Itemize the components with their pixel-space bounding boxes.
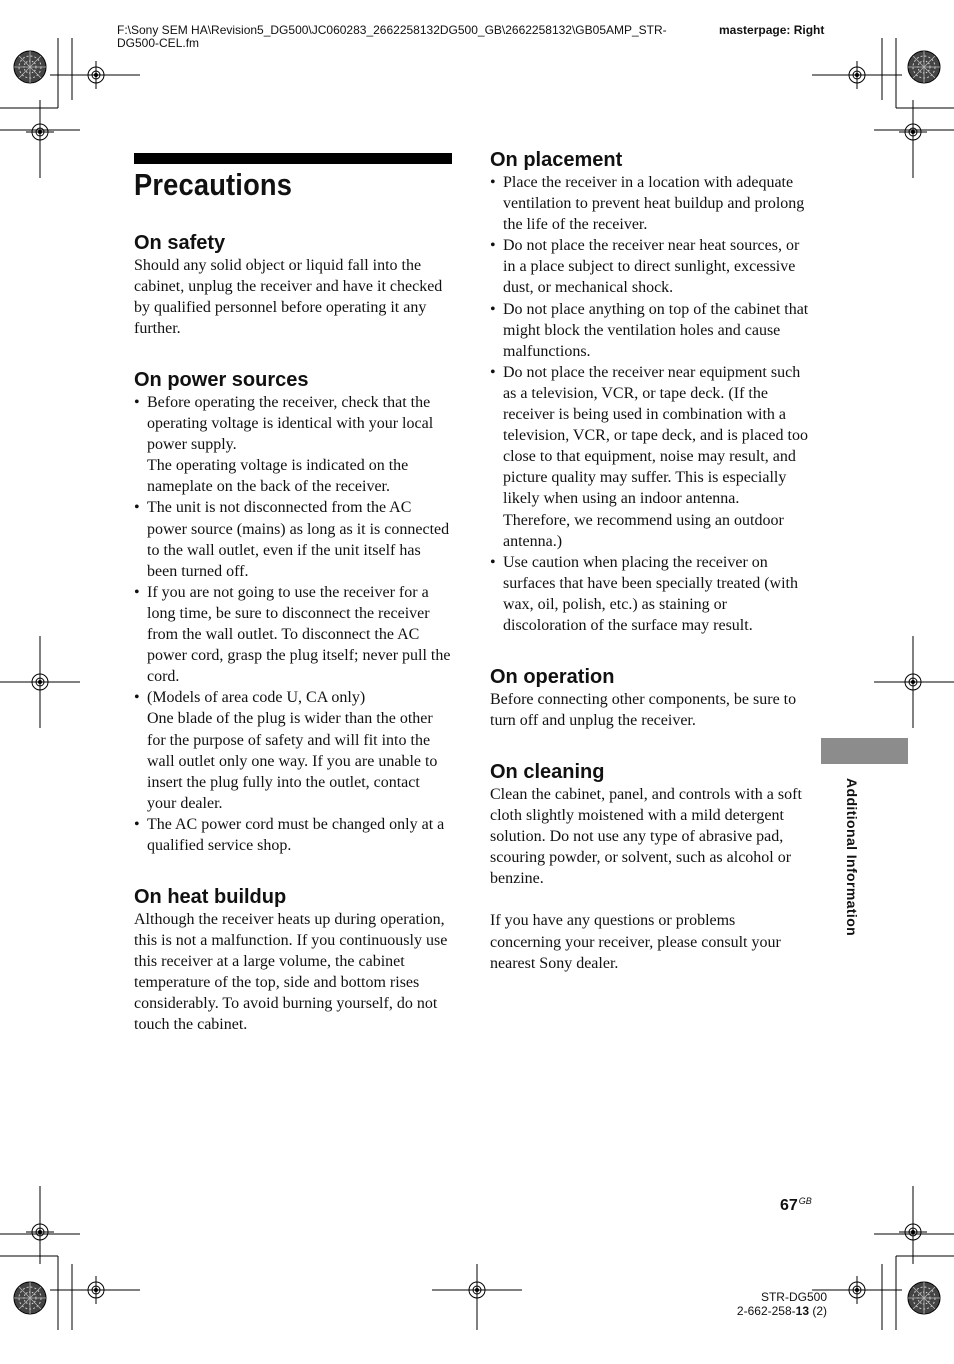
- placement-list: [490, 172, 810, 636]
- placement-b1: Place the receiver in a location with adequate ventilation to prevent heat buildup and prolong the life of the receiver.: [503, 174, 805, 234]
- heading-power: On power sources: [134, 369, 309, 391]
- power-b1-p1: • Before operating the receiver, check that the operating voltage is identical with your local power supply.: [147, 394, 434, 454]
- heading-placement: On placement: [490, 149, 623, 171]
- list-item: [490, 552, 810, 636]
- cleaning-closing: If you have any questions or problems concerning your receiver, please consult your nearest Sony dealer.: [490, 912, 781, 972]
- power-b1-p2: The operating voltage is indicated on the nameplate on the back of the receiver.: [147, 457, 409, 496]
- section-placement: [490, 148, 810, 636]
- power-b4-p1: • (Models of area code U, CA only): [147, 689, 366, 707]
- power-b2: The unit is not disconnected from the AC power source (mains) as long as it is connected to the wall outlet, even if the unit itself has been turned off.: [147, 499, 450, 580]
- part-code-prefix: 2-662-258-: [736, 1304, 796, 1318]
- placement-b4: Do not place the receiver near equipment such as a television, VCR, or tape deck. (If the receiver is being used in combination with a television, VCR, or tape deck, and is placed too close to that equipment, noise may result, and picture quality may suffer. This is especially likely when using an indoor antenna. Therefore, we recommend using an outdoor antenna.): [503, 363, 808, 550]
- section-operation: [490, 665, 810, 731]
- list-item: [490, 172, 810, 235]
- heading-safety: On safety: [134, 232, 226, 254]
- power-b3: If you are not going to use the receiver for a long time, be sure to disconnect the receiver from the wall outlet. To disconnect the AC power cord, grasp the plug itself; never pull the cord.: [147, 583, 451, 686]
- list-item: [490, 299, 810, 362]
- list-item: [134, 687, 452, 814]
- section-cleaning: [490, 760, 810, 974]
- list-item: [490, 235, 810, 298]
- title-rule: [134, 153, 452, 164]
- section-safety: [134, 231, 452, 339]
- power-b5: The AC power cord must be changed only at a qualified service shop.: [147, 815, 445, 854]
- section-power: [134, 368, 452, 856]
- placement-b2: Do not place the receiver near heat sources, or in a place subject to direct sunlight, excessive dust, or mechanical shock.: [503, 237, 800, 297]
- file-path: F:\Sony SEM HA\Revision5_DG500\JC060283_2662258132DG500_GB\2662258132\GB05AMP_STR-DG500-CEL.fm: [117, 23, 667, 50]
- list-item: [134, 392, 452, 497]
- sidebar-tab: [821, 738, 908, 764]
- page-number-value: 67: [780, 1197, 798, 1214]
- heading-heat: On heat buildup: [134, 886, 287, 908]
- list-item: [490, 362, 810, 552]
- page-number: [780, 1196, 812, 1215]
- masterpage-label: masterpage: Right: [719, 23, 825, 37]
- page-title: Precautions: [134, 167, 293, 202]
- operation-body: Before connecting other components, be sure to turn off and unplug the receiver.: [490, 691, 797, 730]
- heading-operation: On operation: [490, 666, 615, 688]
- part-code-bold: 13: [795, 1304, 809, 1318]
- heading-cleaning: On cleaning: [490, 761, 605, 783]
- placement-b5: Use caution when placing the receiver on surfaces that have been specially treated (with wax, oil, polish, etc.) as staining or discoloration of the surface may result.: [503, 553, 798, 634]
- part-code: [723, 1304, 827, 1318]
- footer-model-code: [723, 1290, 827, 1318]
- cleaning-body: Clean the cabinet, panel, and controls with a soft cloth slightly moistened with a mild detergent solution. Do not use any type of abrasive pad, scouring powder, or solvent, such as alcohol or benzine.: [490, 786, 802, 888]
- power-list: [134, 392, 452, 856]
- list-item: [134, 497, 452, 581]
- page-number-suffix: GB: [798, 1196, 812, 1206]
- sidebar-label: Additional Information: [844, 778, 860, 937]
- model-number: STR-DG500: [760, 1290, 827, 1304]
- section-heat: [134, 885, 452, 1036]
- power-b4-p2: One blade of the plug is wider than the other for the purpose of safety and will fit into the wall outlet only one way. If you are unable to insert the plug fully into the outlet, contact your dealer.: [147, 710, 438, 812]
- placement-b3: Do not place anything on top of the cabinet that might block the ventilation holes and cause malfunctions.: [503, 300, 809, 360]
- heat-body: Although the receiver heats up during operation, this is not a malfunction. If you continuously use this receiver at a large volume, the cabinet temperature of the top, side and bottom rises considerably. To avoid burning yourself, do not touch the cabinet.: [134, 911, 448, 1034]
- list-item: [134, 814, 452, 856]
- safety-body: Should any solid object or liquid fall into the cabinet, unplug the receiver and have it checked by qualified personnel before operating it any further.: [134, 257, 443, 338]
- part-code-suffix: (2): [809, 1304, 827, 1318]
- list-item: [134, 582, 452, 687]
